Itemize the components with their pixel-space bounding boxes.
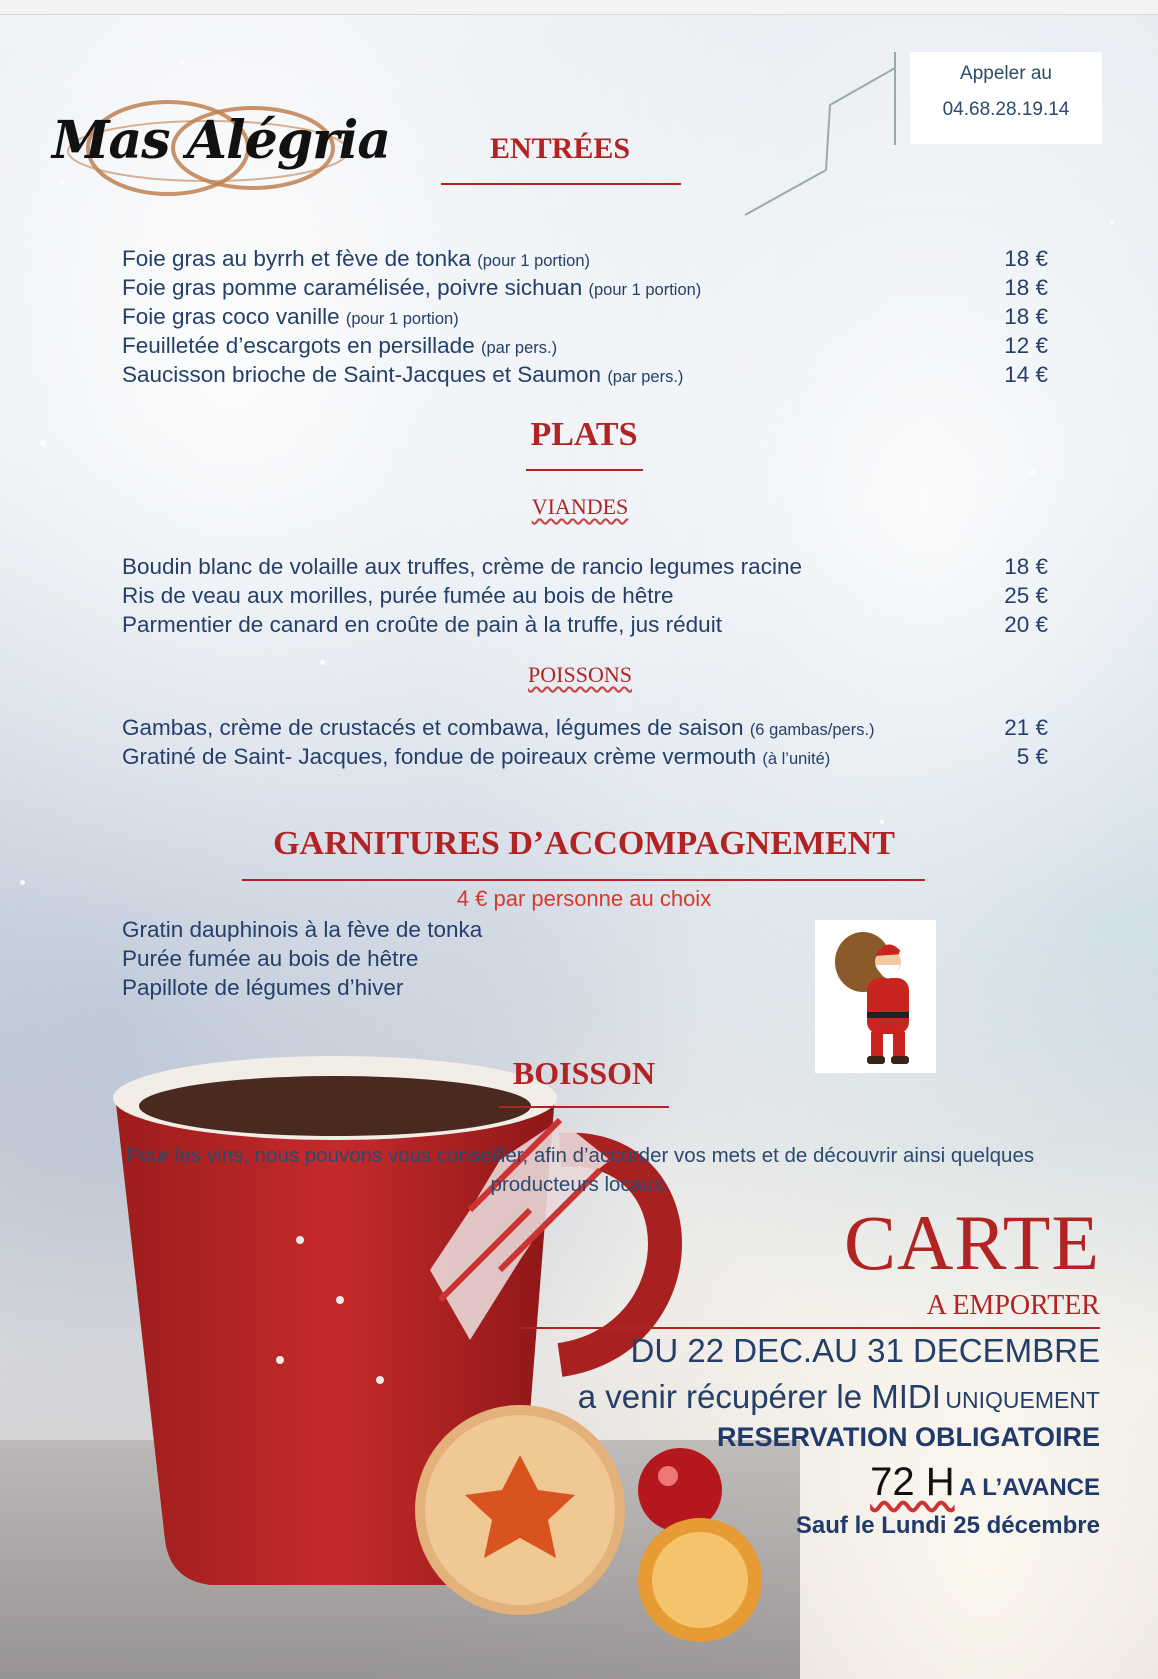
viande-item xyxy=(122,612,1048,641)
snow-sparkle xyxy=(880,820,884,824)
entree-item xyxy=(122,275,1048,304)
carte-pickup xyxy=(578,1378,1100,1416)
entree-item xyxy=(122,246,1048,275)
item-name: Parmentier de canard en croûte de pain à la truffe, jus réduit xyxy=(122,612,722,637)
item-price: 18 € xyxy=(1004,246,1048,271)
item-price: 5 € xyxy=(1016,744,1048,769)
item-name: Foie gras au byrrh et fève de tonka xyxy=(122,246,471,271)
item-name: Gambas, crème de crustacés et combawa, légumes de saison xyxy=(122,715,744,740)
logo-text: Mas Alégria xyxy=(52,110,391,171)
garnitures-title: GARNITURES D’ACCOMPAGNEMENT xyxy=(273,825,895,862)
item-note: (à l’unité) xyxy=(762,750,831,768)
item-name: Ris de veau aux morilles, purée fumée au bois de hêtre xyxy=(122,583,674,608)
item-name: Saucisson brioche de Saint-Jacques et Saumon xyxy=(122,362,602,387)
garnitures-price-note: 4 € par personne au choix xyxy=(456,886,712,911)
santa-claus-icon xyxy=(815,920,936,1073)
snow-sparkle xyxy=(180,60,184,64)
boisson-rule xyxy=(499,1106,669,1108)
garniture-item: Gratin dauphinois à la fève de tonka xyxy=(122,917,483,942)
contact-label: Appeler au xyxy=(960,63,1052,84)
decorative-lines xyxy=(740,50,900,220)
garniture-item: Purée fumée au bois de hêtre xyxy=(122,946,419,971)
viandes-subtitle: VIANDES xyxy=(531,494,629,519)
snow-sparkle xyxy=(320,660,325,665)
item-name: Feuilletée d’escargots en persillade xyxy=(122,333,475,358)
item-price: 18 € xyxy=(1004,304,1048,329)
poisson-item xyxy=(122,715,1048,744)
poisson-item xyxy=(122,744,1048,773)
carte-exception: Sauf le Lundi 25 décembre xyxy=(795,1512,1100,1539)
top-bar xyxy=(0,0,1158,15)
santa-claus-image xyxy=(815,920,936,1073)
item-price: 12 € xyxy=(1004,333,1048,358)
carte-subtitle: A EMPORTER xyxy=(926,1290,1100,1321)
boisson-description: Pour les vins, nous pouvons vous conseiller, afin d’accorder vos mets et de découvrir ainsi quelques producteurs locaux. xyxy=(125,1144,1035,1196)
item-price: 21 € xyxy=(1004,715,1048,740)
carte-rule xyxy=(520,1327,1100,1329)
snow-sparkle xyxy=(1110,220,1114,224)
pickup-main: a venir récupérer le MIDI xyxy=(577,1378,941,1415)
item-price: 20 € xyxy=(1004,612,1048,637)
entrees-title: ENTRÉES xyxy=(489,132,631,165)
carte-reservation: RESERVATION OBLIGATOIRE xyxy=(716,1422,1100,1452)
snow-sparkle xyxy=(20,880,25,885)
item-note: (6 gambas/pers.) xyxy=(749,721,875,739)
delay-big: 72 H xyxy=(870,1460,955,1504)
item-name: Foie gras pomme caramélisée, poivre sichuan xyxy=(122,275,583,300)
garnitures-rule xyxy=(242,879,925,881)
carte-delay xyxy=(870,1460,1100,1505)
contact-box xyxy=(910,52,1102,144)
viande-item xyxy=(122,554,1048,583)
item-price: 25 € xyxy=(1004,583,1048,608)
item-note: (par pers.) xyxy=(480,339,558,357)
entree-item xyxy=(122,333,1048,362)
logo xyxy=(48,96,391,206)
plats-rule xyxy=(526,469,643,471)
poissons-subtitle: POISSONS xyxy=(528,662,632,687)
snow-sparkle xyxy=(40,440,46,446)
boisson-title: BOISSON xyxy=(512,1055,656,1091)
garniture-item: Papillote de légumes d’hiver xyxy=(122,975,404,1000)
item-name: Boudin blanc de volaille aux truffes, crème de rancio legumes racine xyxy=(122,554,802,579)
item-name: Foie gras coco vanille xyxy=(122,304,340,329)
pickup-small: UNIQUEMENT xyxy=(945,1387,1100,1413)
carte-dates: DU 22 DEC.AU 31 DECEMBRE xyxy=(630,1332,1100,1369)
item-price: 18 € xyxy=(1004,275,1048,300)
viande-item xyxy=(122,583,1048,612)
item-price: 18 € xyxy=(1004,554,1048,579)
delay-small: A L’AVANCE xyxy=(959,1474,1100,1501)
entrees-rule xyxy=(441,183,681,185)
item-price: 14 € xyxy=(1004,362,1048,387)
snow-sparkle xyxy=(1030,470,1035,475)
item-name: Gratiné de Saint- Jacques, fondue de poireaux crème vermouth xyxy=(122,744,757,769)
item-note: (pour 1 portion) xyxy=(588,281,702,299)
item-note: (par pers.) xyxy=(607,368,684,386)
entree-item xyxy=(122,304,1048,333)
entree-item xyxy=(122,362,1048,391)
phone-number[interactable]: 04.68.28.19.14 xyxy=(942,99,1070,120)
item-note: (pour 1 portion) xyxy=(477,252,591,270)
carte-title: CARTE xyxy=(844,1199,1100,1286)
item-note: (pour 1 portion) xyxy=(345,310,459,328)
plats-title: PLATS xyxy=(530,416,638,453)
